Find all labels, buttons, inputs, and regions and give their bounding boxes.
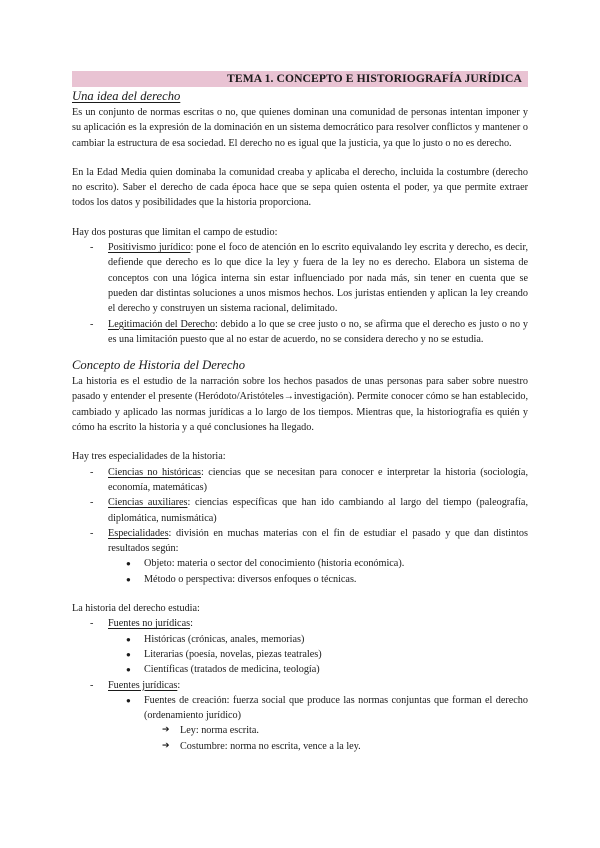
list-item: ● Método o perspectiva: diversos enfoques o técnicas. [72,572,528,587]
arrow-list [72,723,528,754]
paragraph: En la Edad Media quien dominaba la comunidad creaba y aplicaba el derecho, incluida la costumbre (derecho no escrito). Saber el derecho de cada época hace que se sepa quien ostenta el poder, ya que permite extraer todos los datos y posibilidades que la historia proporciona. [72,166,528,209]
paragraph: Es un conjunto de normas escritas o no, que quienes dominan una comunidad de personas intentan imponer y su aplicación es la expresión de la dominación en un sistema democrático para resolver conflictos y mantener o cambiar la estructura de esa sociedad. El derecho no es igual que la justicia, ya que lo justo o no es derecho. [72,107,528,149]
colon: : [190,618,193,630]
definition: : pone el foco de atención en lo escrito equivalando ley escrita y derecho, es decir, defiende que derecho es lo que dice la ley y fuera de la ley no es derecho. Elabora un sistema de conceptos con una lógica interna sin estar influenciado por nada más, sin tener en cuenta que se pueden dar distintas soluciones a unos mismos hechos. Los juristas entienden y aplican la ley creando el derecho y construyen un sistema racional, delimitado. [108,242,529,315]
term: Fuentes no jurídicas [108,618,191,630]
term: Ciencias auxiliares [108,497,188,509]
definition: : división en muchas materias con el fin de estudiar el pasado y que dan distintos resultados según: [108,527,528,555]
paragraph: Hay dos posturas que limitan el campo de estudio: [72,226,278,238]
sub-list [72,632,528,678]
list-item: ● Fuentes de creación: fuerza social que produce las normas conjuntas que forman el derecho (ordenamiento jurídico) [72,693,528,724]
list-item: ● Científicas (tratados de medicina, teología) [72,662,528,677]
sources-list [72,616,528,754]
definition: : ciencias específicas que han ido cambiando al largo del tiempo (paleografía, diplomática, numismática) [108,497,528,524]
section-heading-idea-derecho: Una idea del derecho [72,89,181,103]
list-item: ● Históricas (crónicas, anales, memorias) [72,632,528,647]
list-item: ➔ Costumbre: norma no escrita, vence a la ley. [72,739,528,754]
term: Positivismo jurídico [108,242,191,254]
paragraph: La historia es el estudio de la narración sobre los hechos pasados de unas personas para saber sobre nuestro pasado y entender el presente (Heródoto/Aristóteles→investigación). Permite conocer cómo se han establecido, cambiado y aplicado las normas jurídicas a lo largo de los tiempos. Mientras que, la historiografía es quién y cómo ha escrito la historia y a qué conclusiones ha llegado. [72,376,528,434]
sub-list [72,693,528,724]
term: Especialidades [108,527,169,539]
list-item [72,465,528,496]
list-item [72,240,528,316]
list-item [72,678,528,754]
term: Ciencias no históricas [108,466,202,478]
list-item [72,616,528,677]
list-item [72,495,528,526]
colon: : [177,679,181,691]
term: Fuentes jurídicas [108,679,178,691]
document-title: TEMA 1. CONCEPTO E HISTORIOGRAFÍA JURÍDICA [227,72,522,85]
term: Legitimación del Derecho [108,318,215,330]
paragraph: Hay tres especialidades de la historia: [72,451,226,463]
specialties-list [72,465,528,587]
sub-list [72,556,528,587]
definition: : ciencias que se necesitan para conocer e interpretar la historia (sociología, economía, matemáticas) [108,466,529,493]
list-item [72,526,528,587]
postures-list [72,240,528,347]
list-item: ● Objeto: materia o sector del conocimiento (historia económica). [72,556,528,571]
definition: : debido a lo que se cree justo o no, se afirma que el derecho es justo o no y es una limitación puesto que al no estar de acuerdo, no se considera derecho y no se estudia. [108,318,528,345]
list-item: ● Literarias (poesía, novelas, piezas teatrales) [72,647,528,662]
section-heading-historia-derecho: Concepto de Historia del Derecho [72,358,246,373]
list-item [72,317,528,348]
title-bar [72,71,528,87]
paragraph: La historia del derecho estudia: [72,603,200,615]
list-item: ➔ Ley: norma escrita. [72,723,528,738]
document-page [72,71,528,754]
